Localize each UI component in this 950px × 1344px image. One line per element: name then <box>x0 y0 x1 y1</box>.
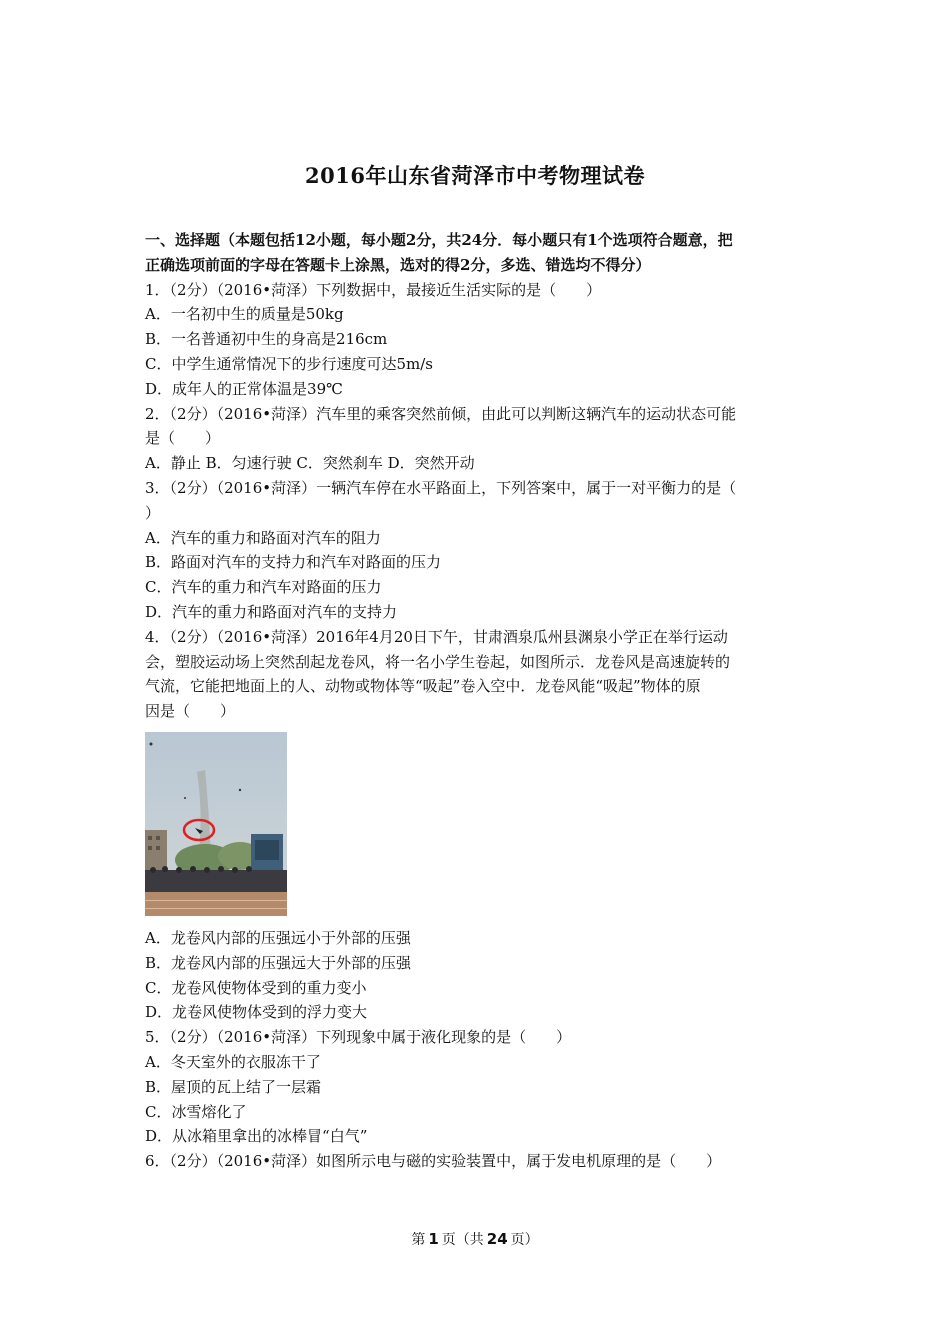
tornado-photo-drawing <box>145 732 287 916</box>
tornado-photo <box>145 732 287 916</box>
q2-options: A．静止 B．匀速行驶 C．突然刹车 D．突然开动 <box>145 454 475 473</box>
q6-stem: 6．（2分）（2016•菏泽）如图所示电与磁的实验装置中，属于发电机原理的是（ ） <box>145 1152 722 1171</box>
q4-option-c: C．龙卷风使物体受到的重力变小 <box>145 978 367 997</box>
section-heading-line1: 一、选择题（本题包括12小题，每小题2分，共24分．每小题只有1个选项符合题意，把 <box>145 231 733 249</box>
q5-stem: 5．（2分）（2016•菏泽）下列现象中属于液化现象的是（ ） <box>145 1028 572 1047</box>
q5-option-b: B．屋顶的瓦上结了一层霜 <box>145 1077 322 1096</box>
q3-stem-line1: 3．（2分）（2016•菏泽）一辆汽车停在水平路面上，下列答案中，属于一对平衡力的是（ <box>145 478 737 497</box>
q4-option-d: D．龙卷风使物体受到的浮力变大 <box>145 1003 368 1022</box>
q2-stem-line2: 是（ ） <box>145 429 221 448</box>
q4-stem-line4: 因是（ ） <box>145 702 236 721</box>
q2-stem-line1: 2．（2分）（2016•菏泽）汽车里的乘客突然前倾，由此可以判断这辆汽车的运动状态可能 <box>145 404 737 423</box>
q5-option-a: A．冬天室外的衣服冻干了 <box>145 1052 321 1071</box>
q3-option-b: B．路面对汽车的支持力和汽车对路面的压力 <box>145 553 442 572</box>
page-title: 2016年山东省菏泽市中考物理试卷 <box>305 163 645 188</box>
section-heading-line2: 正确选项前面的字母在答题卡上涂黑，选对的得2分，多选、错选均不得分） <box>145 255 651 274</box>
exam-content <box>145 228 810 1174</box>
q3-stem-line2: ） <box>145 503 161 522</box>
footer-total-pages: 24 <box>486 1230 508 1248</box>
q5-option-d: D．从冰箱里拿出的冰棒冒“白气” <box>145 1127 368 1146</box>
q4-stem-line1: 4．（2分）（2016•菏泽）2016年4月20日下午，甘肃酒泉瓜州县渊泉小学正在举行运动 <box>145 627 728 646</box>
footer-page-number: 1 <box>428 1230 439 1248</box>
q1-stem: 1．（2分）（2016•菏泽）下列数据中，最接近生活实际的是（ ） <box>145 280 602 299</box>
q1-option-d: D．成年人的正常体温是39℃ <box>145 379 343 398</box>
q4-option-a: A．龙卷风内部的压强远小于外部的压强 <box>145 928 411 947</box>
footer-suffix: 页） <box>510 1232 539 1248</box>
q3-option-c: C．汽车的重力和汽车对路面的压力 <box>145 578 382 597</box>
q4-stem-line3: 气流，它能把地面上的人、动物或物体等“吸起”卷入空中．龙卷风能“吸起”物体的原 <box>145 677 701 696</box>
footer-middle: 页（共 <box>441 1232 484 1248</box>
footer-prefix: 第 <box>411 1232 426 1248</box>
q1-option-b: B．一名普通初中生的身高是216cm <box>145 330 388 349</box>
q5-option-c: C．冰雪熔化了 <box>145 1102 247 1121</box>
q3-option-d: D．汽车的重力和路面对汽车的支持力 <box>145 602 398 621</box>
q1-option-c: C．中学生通常情况下的步行速度可达5m/s <box>145 354 433 373</box>
q4-option-b: B．龙卷风内部的压强远大于外部的压强 <box>145 953 412 972</box>
page-footer <box>0 1229 950 1249</box>
q4-stem-line2: 会，塑胶运动场上突然刮起龙卷风，将一名小学生卷起，如图所示．龙卷风是高速旋转的 <box>145 652 731 671</box>
q1-option-a: A．一名初中生的质量是50kg <box>145 305 344 324</box>
q3-option-a: A．汽车的重力和路面对汽车的阻力 <box>145 528 381 547</box>
